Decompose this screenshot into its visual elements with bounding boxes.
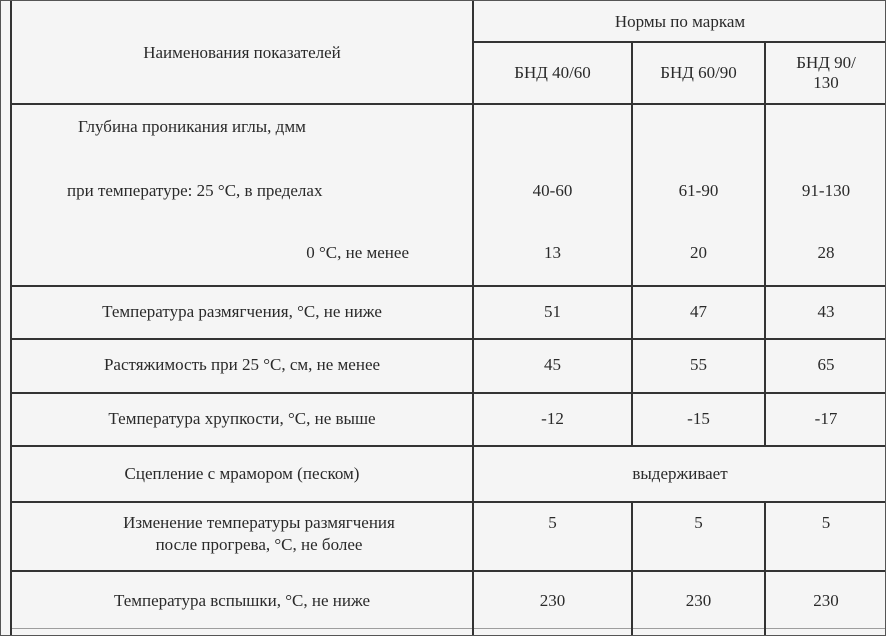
penetration-25c-value-60-90: 61-90 bbox=[678, 181, 719, 200]
ductility-label: Растяжимость при 25 °С, см, не менее bbox=[103, 355, 381, 374]
adhesion-marble-label: Сцепление с мрамором (песком) bbox=[124, 464, 360, 483]
row-border-ductility bbox=[10, 392, 886, 394]
brittleness-temperature-value-90-130: -17 bbox=[814, 409, 838, 428]
header-grade-bnd-60-90: БНД 60/90 bbox=[660, 63, 737, 82]
ductility-value-90-130: 65 bbox=[817, 355, 835, 374]
ductility-value-60-90: 55 bbox=[690, 355, 707, 374]
flash-point-value-60-90: 230 bbox=[685, 591, 712, 610]
brittleness-temperature-value-40-60: -12 bbox=[541, 409, 564, 428]
softening-change-label-line-1: Изменение температуры размягчения bbox=[123, 513, 395, 532]
row-border-softening-change bbox=[10, 570, 886, 572]
flash-point-value-90-130: 230 bbox=[813, 591, 839, 610]
penetration-0c-label: 0 °С, не менее bbox=[306, 243, 409, 262]
header-indicator-name: Наименования показателей bbox=[143, 42, 341, 62]
ductility-value-40-60: 45 bbox=[544, 355, 561, 374]
softening-temperature-value-60-90: 47 bbox=[690, 302, 707, 321]
softening-change-value-40-60: 5 bbox=[548, 513, 557, 532]
row-border-softening bbox=[10, 338, 886, 340]
brittleness-temperature-label: Температура хрупкости, °С, не выше bbox=[108, 409, 376, 428]
penetration-25c-label: при температуре: 25 °С, в пределах bbox=[67, 181, 323, 200]
header-norms-by-grade: Нормы по маркам bbox=[614, 12, 746, 31]
brittleness-temperature-value-60-90: -15 bbox=[687, 409, 710, 428]
row-border-adhesion bbox=[10, 501, 886, 503]
penetration-25c-value-40-60: 40-60 bbox=[532, 181, 573, 200]
flash-point-value-40-60: 230 bbox=[539, 591, 566, 610]
header-grade-bnd-90-130: БНД 90/ 130 bbox=[796, 53, 856, 92]
penetration-0c-value-90-130: 28 bbox=[817, 243, 835, 262]
adhesion-marble-value: выдерживает bbox=[632, 464, 728, 483]
softening-change-value-60-90: 5 bbox=[694, 513, 703, 532]
penetration-25c-value-90-130: 91-130 bbox=[801, 181, 851, 200]
header-bottom-border bbox=[10, 103, 886, 105]
penetration-title: Глубина проникания иглы, дмм bbox=[78, 117, 306, 136]
softening-change-value-90-130: 5 bbox=[821, 513, 831, 532]
penetration-0c-value-60-90: 20 bbox=[690, 243, 707, 262]
softening-temperature-value-40-60: 51 bbox=[544, 302, 561, 321]
header-grade-bnd-40-60: БНД 40/60 bbox=[514, 63, 591, 82]
softening-temperature-label: Температура размягчения, °С, не ниже bbox=[102, 302, 382, 321]
penetration-0c-value-40-60: 13 bbox=[544, 243, 561, 262]
table-bottom-partial-border bbox=[10, 628, 886, 629]
softening-change-label-line-2: после прогрева, °С, не более bbox=[155, 535, 363, 554]
flash-point-label: Температура вспышки, °С, не ниже bbox=[113, 591, 371, 610]
row-border-penetration bbox=[10, 285, 886, 287]
softening-temperature-value-90-130: 43 bbox=[817, 302, 835, 321]
row-border-brittleness bbox=[10, 445, 886, 447]
softening-change-label bbox=[46, 512, 472, 560]
